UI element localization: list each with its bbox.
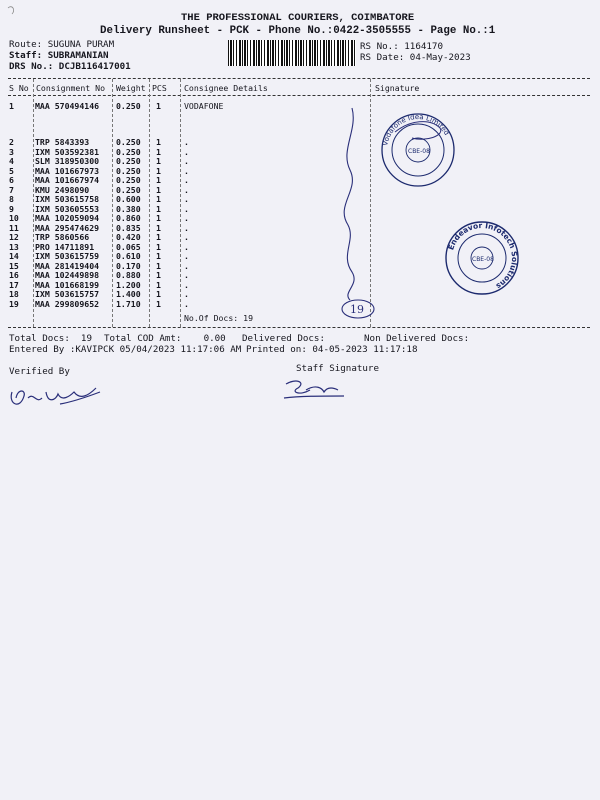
row-pcs: 1 — [156, 213, 161, 223]
row-sno: 17 — [9, 279, 19, 290]
row-pcs: 1 — [156, 203, 161, 214]
row-consignee: . — [184, 270, 189, 280]
non-delivered-docs: Non Delivered Docs: — [364, 333, 470, 344]
row-pcs: 1 — [156, 137, 161, 147]
row-consignee: . — [184, 289, 189, 299]
pen-stroke — [344, 108, 354, 300]
row-pcs: 1 — [156, 270, 161, 280]
row-weight: 0.250 — [116, 184, 141, 195]
row-consignee: . — [184, 213, 189, 223]
col-sno: S No — [9, 83, 29, 93]
row-pcs: 1 — [156, 194, 161, 204]
printed-on: Printed on: 04-05-2023 11:17:18 — [246, 344, 418, 355]
row-pcs: 1 — [156, 146, 161, 157]
row-consignment: IXM 503592381 — [35, 146, 100, 157]
row-pcs: 1 — [156, 175, 161, 185]
row-consignee: . — [184, 232, 189, 242]
row-sno: 3 — [9, 146, 14, 157]
row-consignee: . — [184, 251, 189, 261]
row-weight: 0.420 — [116, 232, 141, 242]
row-weight: 0.250 — [116, 101, 141, 111]
row-sno: 2 — [9, 137, 14, 147]
corner-mark — [8, 7, 14, 14]
row-pcs: 1 — [156, 165, 161, 176]
row-consignment: MAA 102449898 — [35, 270, 100, 280]
row-sno: 12 — [9, 232, 19, 242]
row-pcs: 1 — [156, 260, 161, 271]
row-weight: 0.835 — [116, 222, 141, 233]
staff-signature-label: Staff Signature — [296, 363, 379, 374]
row-consignment: IXM 503615759 — [35, 251, 100, 261]
row-pcs: 1 — [156, 241, 161, 252]
stamp1-center: CBE-08 — [408, 148, 430, 155]
row-sno: 19 — [9, 298, 19, 309]
row-consignee: . — [184, 175, 189, 185]
drs-number: DRS No.: DCJB116417001 — [9, 61, 131, 72]
row-weight: 0.380 — [116, 203, 141, 214]
row-consignment: MAA 299809652 — [35, 298, 100, 309]
total-docs: Total Docs: 19 — [9, 333, 92, 344]
row-consignee: . — [184, 194, 189, 204]
row-weight: 0.880 — [116, 270, 141, 280]
row-weight: 0.600 — [116, 194, 141, 204]
rs-number: RS No.: 1164170 — [360, 41, 443, 52]
row-consignment: PRO 14711891 — [35, 241, 95, 252]
col-consignee: Consignee Details — [184, 83, 268, 93]
rs-date: RS Date: 04-May-2023 — [360, 52, 471, 63]
row-consignment: MAA 101667973 — [35, 165, 100, 176]
row-pcs: 1 — [156, 222, 161, 233]
row-sno: 14 — [9, 251, 19, 261]
row-pcs: 1 — [156, 279, 161, 290]
row-consignment: IXM 503615758 — [35, 194, 100, 204]
row-consignment: SLM 318950300 — [35, 156, 100, 166]
total-cod: Total COD Amt: 0.00 — [104, 333, 226, 344]
delivered-docs: Delivered Docs: — [242, 333, 325, 344]
row-consignment: MAA 295474629 — [35, 222, 100, 233]
row-sno: 11 — [9, 222, 19, 233]
row-weight: 0.250 — [116, 146, 141, 157]
row-weight: 1.200 — [116, 279, 141, 290]
row-pcs: 1 — [156, 156, 161, 166]
row-consignment: MAA 570494146 — [35, 101, 100, 111]
row-consignment: KMU 2498090 — [35, 184, 90, 195]
row-weight: 0.250 — [116, 137, 141, 147]
row-consignment: MAA 101668199 — [35, 279, 100, 290]
row-consignee: . — [184, 298, 189, 309]
row-consignee: . — [184, 184, 189, 195]
row-pcs: 1 — [156, 251, 161, 261]
endeavor-stamp — [446, 221, 519, 294]
row-sno: 8 — [9, 194, 14, 204]
row-weight: 0.250 — [116, 165, 141, 176]
stamp2-text: Endeavor Infotech Solutions — [446, 220, 520, 291]
handwritten-count: 19 — [350, 303, 364, 316]
row-pcs: 1 — [156, 298, 161, 309]
row-consignee: . — [184, 137, 189, 147]
row-sno: 9 — [9, 203, 14, 214]
row-weight: 0.250 — [116, 175, 141, 185]
runsheet-subtitle: Delivery Runsheet - PCK - Phone No.:0422-3505555 - Page No.:1 — [100, 25, 496, 37]
row-consignee: . — [184, 203, 189, 214]
row-sno: 7 — [9, 184, 14, 195]
row-sno: 6 — [9, 175, 14, 185]
row-sno: 10 — [9, 213, 19, 223]
row-weight: 1.400 — [116, 289, 141, 299]
col-consignment: Consignment No — [36, 83, 106, 93]
row-consignee: . — [184, 241, 189, 252]
col-pcs: PCS — [152, 83, 167, 93]
stamp1-text: Vodafone Idea Limited — [381, 112, 451, 147]
row-sno: 5 — [9, 165, 14, 176]
verified-by-label: Verified By — [9, 366, 70, 377]
staff-signature — [284, 381, 344, 398]
row-weight: 0.250 — [116, 156, 141, 166]
row-pcs: 1 — [156, 289, 161, 299]
row-consignee: . — [184, 222, 189, 233]
row-consignee: . — [184, 165, 189, 176]
row-pcs: 1 — [156, 232, 161, 242]
row-sno: 15 — [9, 260, 19, 271]
row-consignee: VODAFONE — [184, 101, 224, 111]
row-consignment: MAA 101667974 — [35, 175, 100, 185]
col-signature: Signature — [375, 83, 420, 93]
row-consignment: MAA 281419404 — [35, 260, 100, 271]
staff-label: Staff: SUBRAMANIAN — [9, 50, 109, 61]
row-weight: 0.860 — [116, 213, 141, 223]
row-sno: 4 — [9, 156, 14, 166]
verifier-signature — [11, 388, 100, 404]
row-sno: 18 — [9, 289, 19, 299]
col-weight: Weight — [116, 83, 146, 93]
stamp2-center: CBE-08 — [472, 256, 494, 263]
row-weight: 0.065 — [116, 241, 141, 252]
entered-by: Entered By :KAVIPCK 05/04/2023 11:17:06 AM — [9, 344, 242, 355]
row-weight: 0.170 — [116, 260, 141, 271]
row-consignment: IXM 503605553 — [35, 203, 100, 214]
row-sno: 13 — [9, 241, 19, 252]
row-consignment: TRP 5860566 — [35, 232, 90, 242]
row-pcs: 1 — [156, 184, 161, 195]
row-consignee: . — [184, 260, 189, 271]
vodafone-stamp — [381, 113, 454, 186]
row-pcs: 1 — [156, 101, 161, 111]
company-title: THE PROFESSIONAL COURIERS, COIMBATORE — [181, 12, 415, 24]
row-weight: 1.710 — [116, 298, 141, 309]
row-weight: 0.610 — [116, 251, 141, 261]
row-sno: 16 — [9, 270, 19, 280]
row-consignment: TRP 5843393 — [35, 137, 90, 147]
no-of-docs: No.Of Docs: 19 — [184, 313, 254, 323]
row-consignee: . — [184, 156, 189, 166]
route-label: Route: SUGUNA PURAM — [9, 39, 115, 50]
row-consignee: . — [184, 279, 189, 290]
row-sno: 1 — [9, 101, 14, 111]
row-consignment: MAA 102059094 — [35, 213, 100, 223]
row-consignment: IXM 503615757 — [35, 289, 100, 299]
row-consignee: . — [184, 146, 189, 157]
